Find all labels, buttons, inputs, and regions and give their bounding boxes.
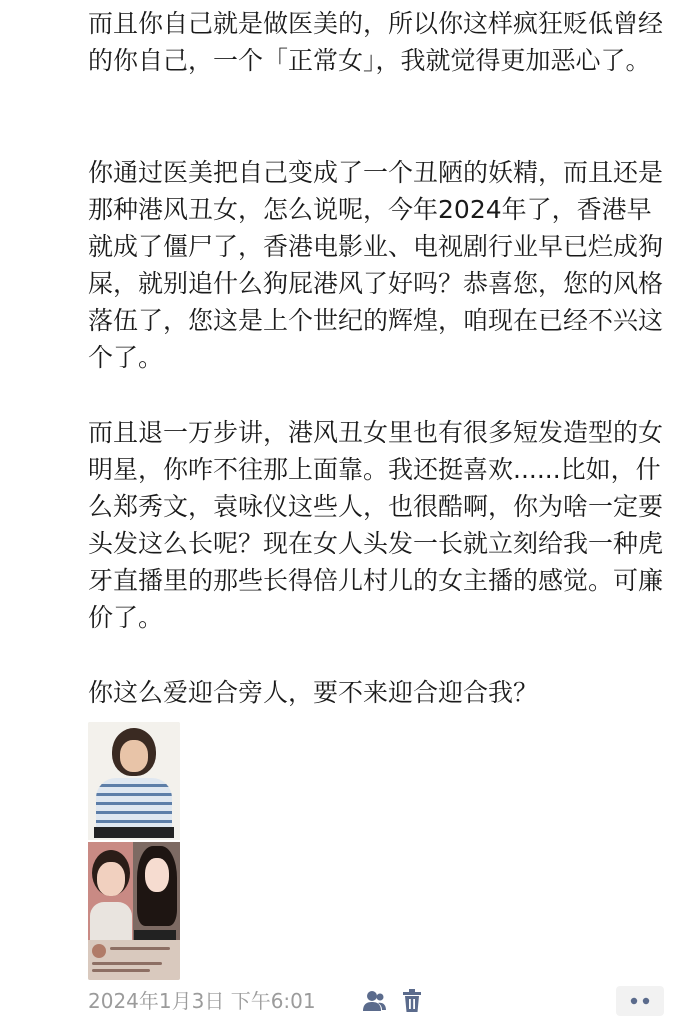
post-image-thumbnail[interactable] (88, 722, 180, 980)
more-actions-button[interactable] (616, 986, 664, 1016)
post-timestamp: 2024年1月3日 下午6:01 (88, 989, 316, 1013)
thumbnail-caption-bar-2 (134, 930, 176, 940)
thumbnail-face (112, 728, 156, 776)
post-paragraph-2: 你通过医美把自己变成了一个丑陋的妖精，而且还是那种港风丑女，怎么说呢，今年2024年了，香港早就成了僵尸了，香港电影业、电视剧行业早已烂成狗屎，就别追什么狗屁港风了好吗？恭喜您，您的风格落伍了，您这是上个世纪的辉煌，咱现在已经不兴这个了。 (88, 158, 664, 372)
post-paragraph-3: 而且退一万步讲，港风丑女里也有很多短发造型的女明星，你咋不往那上面靠。我还挺喜欢......比如，什么郑秀文，袁咏仪这些人，也很酷啊，你为啥一定要头发这么长呢？现在女人头发一长就立刻给我一种虎牙直播里的那些长得倍儿村儿的女主播的感觉。可廉价了。 (88, 418, 664, 632)
post-paragraph-1: 而且你自己就是做医美的，所以你这样疯狂贬低曾经的你自己，一个「正常女」，我就觉得更加恶心了。 (88, 9, 664, 75)
thumbnail-left-photo (88, 842, 133, 940)
thumbnail-top-photo (88, 722, 180, 840)
thumbnail-bottom-strip (88, 940, 180, 980)
thumbnail-right-photo (133, 842, 180, 940)
post-paragraph-4: 你这么爱迎合旁人，要不来迎合迎合我？ (88, 678, 539, 707)
more-dots-icon (628, 997, 652, 1005)
trash-icon[interactable] (399, 988, 425, 1014)
friends-visibility-icon[interactable] (361, 988, 387, 1014)
post-footer (88, 986, 672, 1016)
thumbnail-caption-bar (94, 827, 174, 838)
